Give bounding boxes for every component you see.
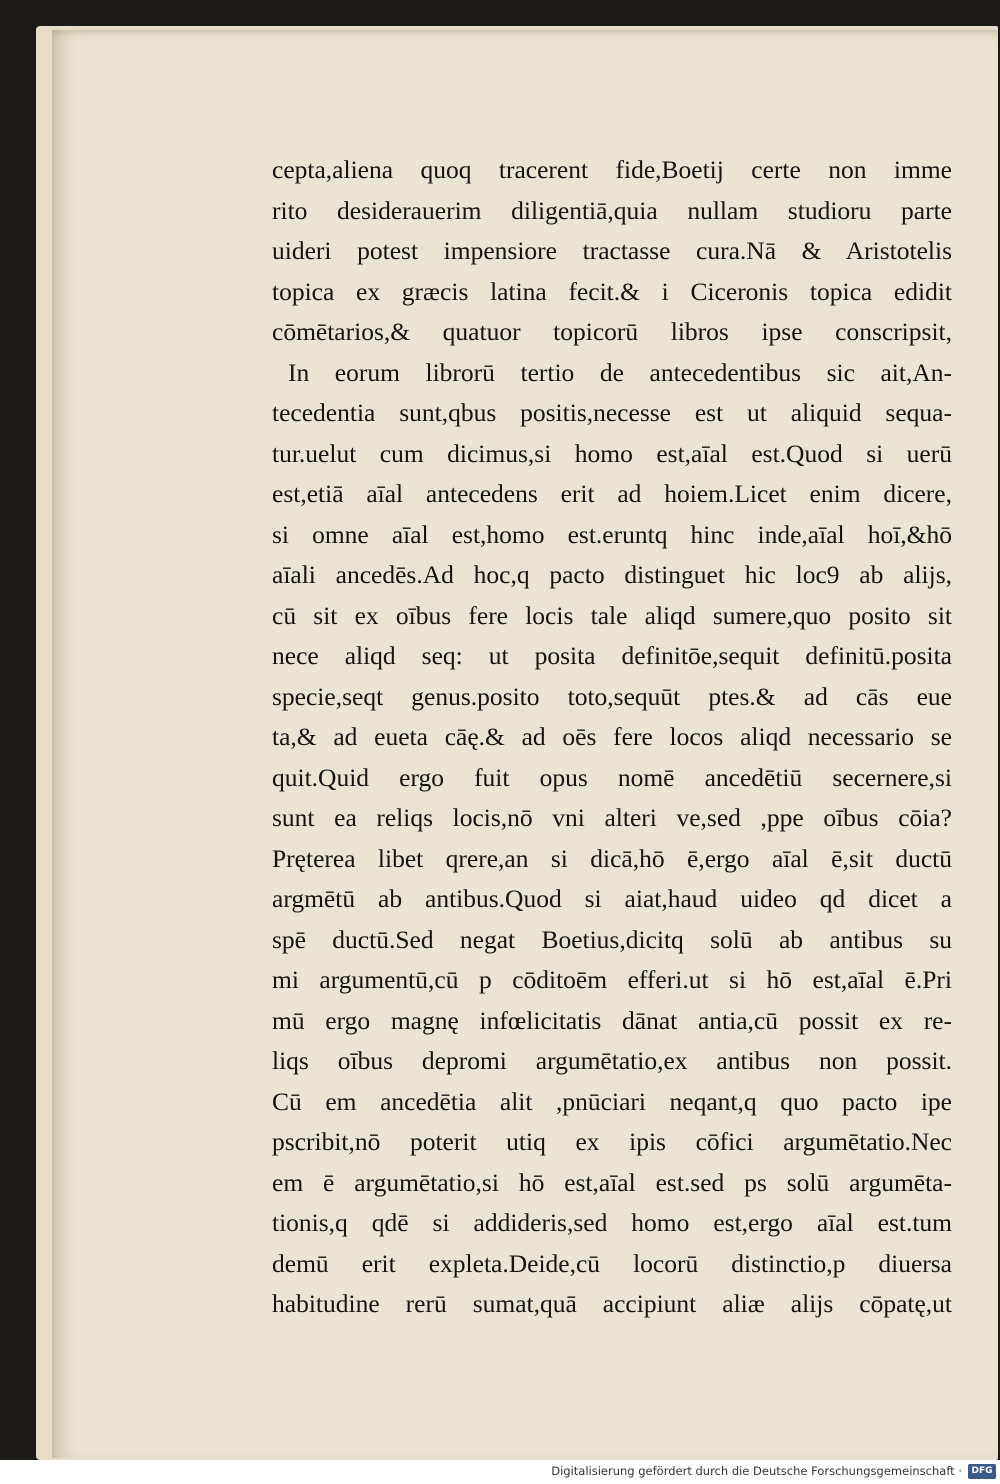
text-line: argmētū ab antibus.Quod si aiat,haud uideo qd dicet a <box>272 884 952 913</box>
text-line: topica ex græcis latina fecit.& i Ciceronis topica edidit <box>272 276 952 306</box>
text-line: cepta,aliena quoq tracerent fide,Boetij certe non imme <box>272 155 952 184</box>
text-line: mū ergo magnę infœlicitatis dānat antia,cū possit ex re- <box>272 1005 952 1035</box>
dfg-logo: DFG <box>968 1464 996 1479</box>
text-line: em ē argumētatio,si hō est,aīal est.sed ps solū argumēta- <box>272 1167 952 1197</box>
text-line: habitudine rerū sumat,quā accipiunt aliæ alijs cōpatę,ut <box>272 1289 952 1318</box>
text-line: cōmētarios,& quatuor topicorū libros ipse conscripsit, <box>272 317 952 346</box>
text-line: uideri potest impensiore tractasse cura.Nā & Aristotelis <box>272 236 952 265</box>
text-line: Cū em ancedētia alit ,pnūciari neqant,q quo pacto ipe <box>272 1086 952 1116</box>
text-line: In eorum librorū tertio de antecedentibus sic ait,An- <box>288 357 952 387</box>
text-line: Pręterea libet qrere,an si dicā,hō ē,ergo aīal ē,sit ductū <box>272 843 952 873</box>
text-line: spē ductū.Sed negat Boetius,dicitq solū ab antibus su <box>272 924 952 954</box>
digitization-footer <box>0 1460 1000 1484</box>
text-line: specie,seqt genus.posito toto,sequūt ptes.& ad cās eue <box>272 681 952 711</box>
text-line: nece aliqd seq: ut posita definitōe,sequit definitū.posita <box>272 641 952 670</box>
footer-credit-text: Digitalisierung gefördert durch die Deutsche Forschungsgemeinschaft · <box>551 1464 962 1478</box>
text-line: aīali ancedēs.Ad hoc,q pacto distinguet hic loc9 ab alijs, <box>272 560 952 589</box>
text-line: quit.Quid ergo fuit opus nomē ancedētiū secernere,si <box>272 762 952 792</box>
text-line: ta,& ad eueta cāę.& ad oēs fere locos aliqd necessario se <box>272 722 952 751</box>
text-line: pscribit,nō poterit utiq ex ipis cōfici argumētatio.Nec <box>272 1127 952 1156</box>
text-line: mi argumentū,cū p cōditoēm efferi.ut si hō est,aīal ē.Pri <box>272 965 952 994</box>
text-line: tecedentia sunt,qbus positis,necesse est ut aliquid sequa- <box>272 398 952 427</box>
text-line: est,etiā aīal antecedens erit ad hoiem.Licet enim dicere, <box>272 479 952 508</box>
text-block <box>272 150 952 1325</box>
text-line: tur.uelut cum dicimus,si homo est,aīal est.Quod si uerū <box>272 438 952 468</box>
text-line: rito desiderauerim diligentiā,quia nullam studioru parte <box>272 195 952 225</box>
text-line: demū erit expleta.Deide,cū locorū distinctio,p diuersa <box>272 1248 952 1278</box>
text-line: liqs oībus depromi argumētatio,ex antibus non possit. <box>272 1046 952 1075</box>
text-line: cū sit ex oībus fere locis tale aliqd sumere,quo posito sit <box>272 600 952 630</box>
text-line: si omne aīal est,homo est.eruntq hinc inde,aīal hoī,&hō <box>272 519 952 549</box>
text-line: tionis,q qdē si addideris,sed homo est,ergo aīal est.tum <box>272 1208 952 1237</box>
text-line: sunt ea reliqs locis,nō vni alteri ve,sed ,ppe oībus cōia? <box>272 803 952 832</box>
